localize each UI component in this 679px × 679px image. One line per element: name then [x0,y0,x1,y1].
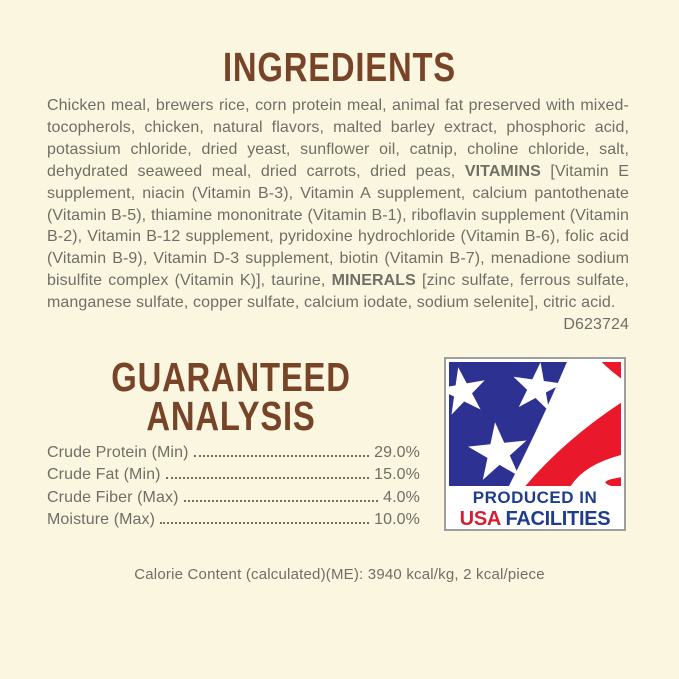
row-value: 10.0% [374,510,420,528]
guaranteed-analysis-heading-line2: ANALYSIS [146,393,316,439]
row-label: Crude Fiber (Max) [47,488,179,506]
row-value: 15.0% [374,466,420,484]
ingredients-heading: INGREDIENTS [223,44,456,90]
badge-usa-text: USA [459,508,501,530]
dot-leader [184,500,379,502]
badge-text [449,489,621,529]
badge-line1: PRODUCED IN [472,488,598,507]
product-code: D623724 [563,316,629,334]
row-value: 4.0% [383,488,420,506]
row-label: Crude Fat (Min) [47,466,161,484]
ingredients-text: Chicken meal, brewers rice, corn protein meal, animal fat preserved with mixed-tocopherols, chicken, natural flavors, malted barley extract, phosphoric acid, potassium chloride, dried yeast, sunflower oil, catnip, choline chloride, salt, dehydrated seaweed meal, dried carrots, dried peas, VITAMINS [Vitamin E supplement, niacin (Vitamin B-3), Vitamin A supplement, calcium pantothenate (Vitamin B-5), thiamine mononitrate (Vitamin B-1), riboflavin supplement (Vitamin B-2), Vitamin B-12 supplement, pyridoxine hydrochloride (Vitamin B-6), folic acid (Vitamin B-9), Vitamin D-3 supplement, biotin (Vitamin B-7), menadione sodium bisulfite complex (Vitamin K)], taurine, MINERALS [zinc sulfate, ferrous sulfate, manganese sulfate, copper sulfate, calcium iodate, sodium selenite], citric acid. [47,97,629,312]
row-label: Crude Protein (Min) [47,444,189,461]
ingredients-section [47,95,629,336]
badge-line2 [449,509,621,529]
table-row [47,511,420,533]
badge-facilities-text: FACILITIES [505,508,611,530]
dot-leader [166,477,370,479]
row-value: 29.0% [374,444,420,461]
row-label: Moisture (Max) [47,510,156,528]
dot-leader [160,522,369,524]
guaranteed-analysis-heading [80,354,382,439]
calorie-content-text: Calorie Content (calculated)(ME): 3940 kcal/kg, 2 kcal/piece [134,566,545,583]
table-row [47,444,420,466]
dot-leader [194,455,370,457]
guaranteed-analysis-heading-line1: GUARANTEED [111,354,351,400]
produced-in-usa-badge [444,357,626,531]
us-flag-stars-stripes-icon [449,362,621,486]
guaranteed-analysis-table [47,444,420,533]
table-row [47,489,420,511]
table-row [47,466,420,488]
